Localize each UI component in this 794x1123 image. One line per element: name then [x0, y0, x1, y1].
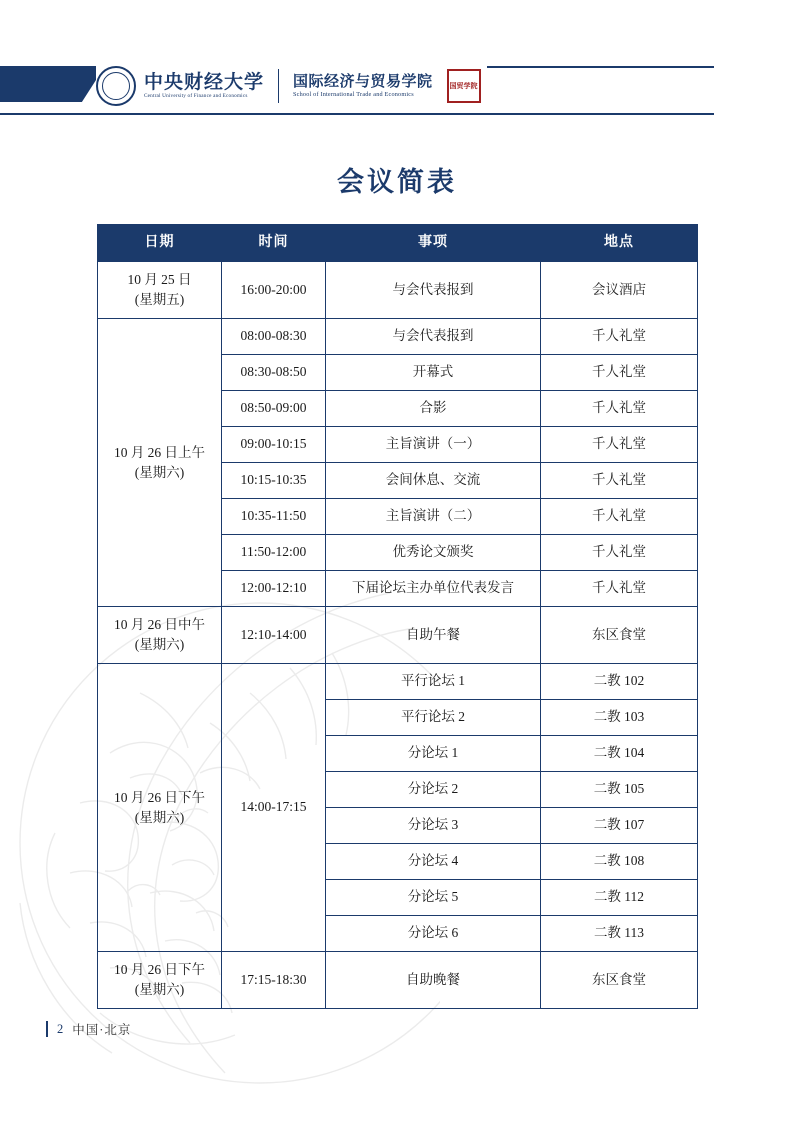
cell-date-line1: 10 月 26 日下午 [113, 789, 206, 805]
cell-date-line1: 10 月 26 日中午 [113, 617, 206, 633]
cell-date-line2: (星期六) [134, 637, 185, 652]
cell-time: 08:30-08:50 [222, 355, 326, 391]
cell-time: 14:00-17:15 [222, 664, 326, 952]
table-row [98, 319, 698, 355]
cell-place: 千人礼堂 [541, 499, 698, 535]
cell-item: 开幕式 [326, 355, 541, 391]
table-row [98, 607, 698, 664]
cell-date-line2: (星期五) [134, 292, 185, 307]
conference-schedule-table-wrapper [97, 224, 697, 1009]
cell-time: 08:50-09:00 [222, 391, 326, 427]
cell-date-line2: (星期六) [134, 982, 185, 997]
cell-item: 主旨演讲（二） [326, 499, 541, 535]
university-name-en: Central University of Finance and Economics [144, 92, 248, 99]
cell-place: 二教 103 [541, 700, 698, 736]
cell-date-line2: (星期六) [134, 464, 185, 480]
cell-item: 分论坛 4 [326, 844, 541, 880]
cell-time: 10:15-10:35 [222, 463, 326, 499]
university-name-cn: 中央财经大学 [144, 71, 265, 93]
table-header-row [98, 225, 698, 262]
cell-date [98, 664, 222, 952]
cell-date-line2: (星期六) [134, 809, 185, 825]
cell-time: 08:00-08:30 [222, 319, 326, 355]
cell-item: 优秀论文颁奖 [326, 535, 541, 571]
header-rule-bottom [0, 113, 714, 115]
cell-item: 主旨演讲（一） [326, 427, 541, 463]
cell-place: 千人礼堂 [541, 319, 698, 355]
cell-place: 东区食堂 [541, 952, 698, 1009]
cell-place: 千人礼堂 [541, 571, 698, 607]
cell-time: 11:50-12:00 [222, 535, 326, 571]
cell-date [98, 319, 222, 607]
cell-place: 东区食堂 [541, 607, 698, 664]
cell-place: 千人礼堂 [541, 427, 698, 463]
table-row [98, 664, 698, 700]
column-header-place: 地点 [541, 225, 698, 262]
column-header-time: 时间 [222, 225, 326, 262]
cell-item: 分论坛 5 [326, 880, 541, 916]
cell-item: 会间休息、交流 [326, 463, 541, 499]
cell-place: 二教 113 [541, 916, 698, 952]
cell-item: 分论坛 3 [326, 808, 541, 844]
cell-place: 二教 105 [541, 772, 698, 808]
cell-item: 自助午餐 [326, 607, 541, 664]
cell-place: 二教 107 [541, 808, 698, 844]
university-emblem-icon [96, 66, 136, 106]
cell-place: 二教 108 [541, 844, 698, 880]
cell-place: 千人礼堂 [541, 355, 698, 391]
cell-date-line1: 10 月 25 日 [127, 272, 192, 288]
cell-time: 10:35-11:50 [222, 499, 326, 535]
table-row [98, 262, 698, 319]
cell-item: 分论坛 2 [326, 772, 541, 808]
cell-place: 千人礼堂 [541, 463, 698, 499]
cell-place: 二教 102 [541, 664, 698, 700]
cell-time: 12:10-14:00 [222, 607, 326, 664]
school-name-cn: 国际经济与贸易学院 [293, 73, 433, 90]
footer-location: 中国·北京 [72, 1023, 132, 1037]
page-title: 会议简表 [337, 167, 457, 197]
cell-item: 下届论坛主办单位代表发言 [326, 571, 541, 607]
red-seal-icon [447, 69, 481, 103]
red-seal-text: 国贸学院 [449, 81, 478, 90]
cell-date-line1: 10 月 26 日下午 [113, 962, 206, 978]
cell-date [98, 952, 222, 1009]
cell-place: 会议酒店 [541, 262, 698, 319]
cell-item: 与会代表报到 [326, 319, 541, 355]
table-row [98, 952, 698, 1009]
school-name-en: School of International Trade and Economics [293, 91, 414, 99]
cell-item: 分论坛 1 [326, 736, 541, 772]
footer-page-number: 2 [57, 1021, 64, 1036]
cell-item: 平行论坛 2 [326, 700, 541, 736]
cell-date [98, 607, 222, 664]
cell-time: 12:00-12:10 [222, 571, 326, 607]
cell-time: 09:00-10:15 [222, 427, 326, 463]
cell-item: 合影 [326, 391, 541, 427]
institution-logo-block [96, 60, 487, 112]
cell-item: 自助晚餐 [326, 952, 541, 1009]
cell-item: 平行论坛 1 [326, 664, 541, 700]
page-header [0, 60, 794, 118]
school-name-block [293, 74, 433, 98]
cell-item: 分论坛 6 [326, 916, 541, 952]
conference-schedule-table [97, 224, 698, 1009]
cell-date [98, 262, 222, 319]
page-footer [46, 1020, 131, 1038]
cell-place: 二教 112 [541, 880, 698, 916]
cell-place: 千人礼堂 [541, 535, 698, 571]
footer-accent-bar [46, 1021, 48, 1037]
university-name-block [144, 73, 264, 100]
column-header-date: 日期 [98, 225, 222, 262]
cell-place: 千人礼堂 [541, 391, 698, 427]
cell-item: 与会代表报到 [326, 262, 541, 319]
header-accent-shape [0, 66, 105, 102]
logo-divider [278, 69, 279, 103]
cell-time: 16:00-20:00 [222, 262, 326, 319]
cell-place: 二教 104 [541, 736, 698, 772]
cell-time: 17:15-18:30 [222, 952, 326, 1009]
cell-date-line1: 10 月 26 日上午 [113, 444, 206, 460]
column-header-item: 事项 [326, 225, 541, 262]
